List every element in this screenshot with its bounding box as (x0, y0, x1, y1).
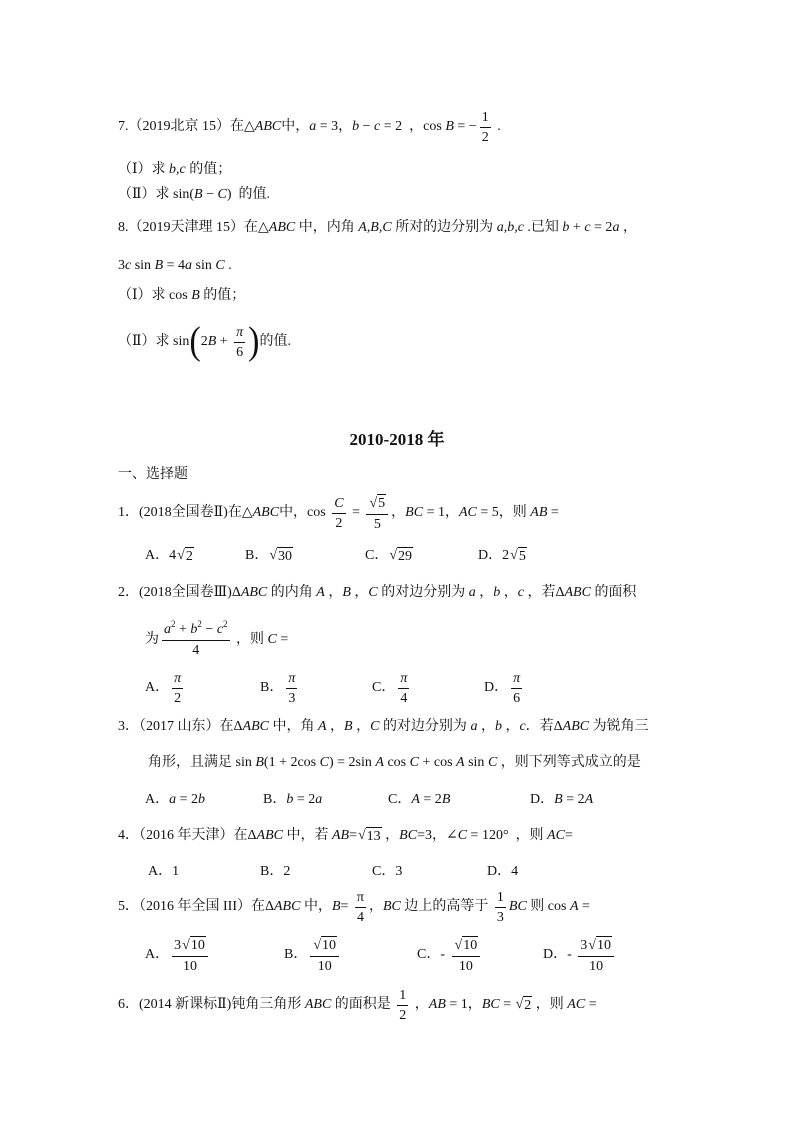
radicand: 29 (398, 548, 413, 564)
text-run: ，若Δ (523, 585, 565, 600)
option-label: C． (372, 680, 396, 695)
text-run: 3 (174, 937, 182, 953)
math-variable: b (494, 719, 502, 734)
text-run: = (340, 899, 352, 914)
math-variable: C (217, 187, 227, 202)
text-run: + cos (418, 755, 457, 770)
text-run: 边上的高等于 (400, 899, 492, 914)
text-run: 中， (300, 899, 332, 914)
text-run: ，则下列等式成立的是 (497, 755, 641, 770)
text-run: − (202, 187, 218, 202)
text-run: 为 (145, 632, 159, 647)
math-variable: a (470, 719, 478, 734)
math-variable: C (370, 719, 380, 734)
fraction (511, 670, 522, 707)
text-run: = 2 (293, 792, 316, 807)
option-value: 2 (283, 864, 291, 879)
fraction-denominator: 3 (288, 690, 296, 706)
math-variable: b (198, 792, 206, 807)
text-run: 所对的边分别为 (391, 220, 497, 235)
text-run: = 2 (419, 792, 442, 807)
fraction-numerator: π (511, 670, 522, 689)
fraction-denominator: 3 (496, 909, 504, 925)
text-run: 3 (118, 258, 125, 273)
option-value: 3 (395, 864, 403, 879)
option-label: B． (260, 864, 284, 879)
option-label: A． (145, 947, 170, 962)
text-run: ．若Δ (525, 719, 563, 734)
option-label: A． (145, 792, 170, 807)
text-run: = 120° ，则 (467, 828, 548, 843)
math-variable: A (569, 899, 579, 914)
text-run: ， (324, 585, 343, 600)
math-variable: AC (547, 828, 565, 843)
text-run: ， (475, 585, 494, 600)
math-variable: AC (567, 997, 586, 1012)
option-label: A． (148, 864, 173, 879)
math-variable: a,b,c (496, 220, 524, 235)
math-variable: B (342, 585, 351, 600)
text-run: = 2 (590, 220, 613, 235)
math-variable: A (316, 585, 325, 600)
fraction-numerator: 1 (397, 987, 408, 1006)
math-variable: A (411, 792, 420, 807)
radical-sign: √ (313, 937, 322, 953)
math-variable: b,c (169, 162, 186, 177)
math-variable: b (190, 622, 198, 637)
text-run: = 1， (423, 505, 459, 520)
text-run: （Ⅱ）求 sin (118, 334, 190, 349)
text-run: . (493, 119, 501, 134)
left-parenthesis: ( (189, 320, 201, 363)
text-run: ， (619, 220, 637, 235)
math-variable: A (375, 755, 384, 770)
fraction-denominator: 6 (513, 690, 521, 706)
text-run: ， (326, 719, 345, 734)
text-run: （Ⅰ）求 cos (118, 288, 192, 303)
text-run: 为锐角三 (589, 719, 649, 734)
radicand: 10 (322, 937, 337, 953)
math-variable: AB (331, 828, 350, 843)
fraction (286, 670, 297, 707)
text-run: − (201, 622, 217, 637)
text-run: ，则 (232, 632, 268, 647)
fraction-numerator: π (355, 889, 366, 908)
math-variable: AC (458, 505, 477, 520)
text-run: 3 (580, 937, 588, 953)
math-variable: b (562, 220, 570, 235)
fraction-denominator: 4 (400, 690, 408, 706)
fraction-denominator: 10 (589, 958, 604, 974)
text-run: = 4 (163, 258, 186, 273)
math-variable: C (319, 755, 329, 770)
triangle-name: ABC (242, 719, 269, 734)
text-run: − (359, 119, 375, 134)
math-variable: a (612, 220, 620, 235)
math-variable: a (169, 792, 177, 807)
math-variable: b (493, 585, 501, 600)
fraction (366, 494, 388, 533)
fraction-numerator: C (332, 495, 345, 514)
math-variable: a (309, 119, 317, 134)
text-run: 的对边分别为 (377, 585, 469, 600)
fraction-numerator (578, 936, 614, 957)
text-run: =3，∠ (417, 828, 458, 843)
text-run: 中，内角 (295, 220, 359, 235)
text-run: ， (352, 719, 371, 734)
math-variable: c (216, 622, 224, 637)
text-run: （Ⅱ）求 sin( (118, 187, 195, 202)
text-run: 的内角 (267, 585, 317, 600)
fraction (398, 670, 409, 707)
fraction-numerator: π (398, 670, 409, 689)
math-variable: c (125, 258, 132, 273)
radicand: 2 (185, 548, 193, 564)
math-variable: B (207, 334, 217, 349)
math-variable: C (368, 585, 378, 600)
triangle-name: ABC (564, 585, 591, 600)
math-variable: B (255, 755, 264, 770)
fraction-numerator (366, 494, 388, 515)
radicand: 30 (278, 548, 293, 564)
math-variable: c (374, 119, 381, 134)
text-run: ， (350, 585, 369, 600)
fraction-numerator: π (234, 324, 245, 343)
fraction-denominator: 6 (236, 344, 244, 360)
text-run: 的值； (199, 288, 246, 303)
option-value: 4 (511, 864, 519, 879)
text-run: 中，角 (268, 719, 318, 734)
fraction-numerator: 1 (495, 889, 506, 908)
text-run: = − (453, 119, 477, 134)
text-run: 的对边分别为 (379, 719, 471, 734)
text-run: sin (192, 258, 216, 273)
text-run: = 3， (316, 119, 353, 134)
fraction (480, 109, 491, 146)
triangle-name: ABC (274, 899, 301, 914)
math-variable: BC (383, 899, 401, 914)
text-run: 的值； (185, 162, 232, 177)
fraction-numerator (310, 936, 339, 957)
question-number: 2．(2018全国卷Ⅲ)Δ (118, 585, 241, 600)
option-label: D． (484, 680, 509, 695)
fraction-denominator: 4 (192, 643, 200, 658)
radicand: 5 (378, 495, 386, 511)
fraction-numerator: 1 (480, 109, 491, 128)
fraction (234, 324, 245, 361)
fraction-denominator: 4 (356, 909, 364, 925)
math-variable: B (445, 119, 454, 134)
math-variable: B (344, 719, 353, 734)
text-run: sin (464, 755, 488, 770)
option-label: C． (388, 792, 412, 807)
radical-sign: √ (454, 937, 463, 953)
math-variable: a (468, 585, 476, 600)
fraction (162, 621, 230, 659)
math-variable: C (215, 258, 225, 273)
math-variable: BC (399, 828, 418, 843)
fraction-denominator: 5 (373, 516, 381, 532)
text-run: ， (477, 719, 495, 734)
text-run: ，则 (532, 997, 568, 1012)
text-run: sin (131, 258, 155, 273)
fraction (452, 936, 481, 975)
radicand: 13 (366, 828, 381, 844)
question-number: 8.（2019天津理 15）在△ (118, 220, 269, 235)
text-run: （Ⅰ）求 (118, 162, 170, 177)
radical-sign: √ (369, 495, 378, 511)
text-run: = 2 (176, 792, 199, 807)
text-run: = (276, 632, 289, 647)
text-run: (1 + 2cos (263, 755, 320, 770)
math-variable: BC (508, 899, 527, 914)
text-run: ， (391, 505, 406, 520)
math-variable: B (554, 792, 563, 807)
question-number: 4．（2016 年天津）在Δ (118, 828, 257, 843)
option-label: B． (245, 548, 269, 563)
fraction (310, 936, 339, 975)
radicand: 5 (518, 548, 526, 564)
math-variable: B (331, 899, 341, 914)
text-run: = (564, 828, 573, 843)
question-number: 6．(2014 新课标Ⅱ)钝角三角形 (118, 997, 305, 1012)
option-value: 4 (169, 548, 177, 563)
text-run: . (224, 258, 232, 273)
text-run: 则 cos (526, 899, 570, 914)
question-number: 7.（2019北京 15）在△ (118, 119, 255, 134)
superscript-exponent: 2 (171, 619, 176, 629)
option-label: B． (260, 680, 284, 695)
math-variable: b (286, 792, 294, 807)
math-variable: A (317, 719, 327, 734)
fraction-numerator: π (286, 670, 297, 689)
fraction (397, 987, 408, 1024)
text-run: .已知 (523, 220, 563, 235)
math-variable: BC (405, 505, 424, 520)
section-subtitle-text: 一、选择题 (118, 467, 188, 482)
radical-sign: √ (269, 548, 278, 563)
fraction (172, 670, 183, 707)
math-variable: a (315, 792, 323, 807)
triangle-name: ABC (256, 828, 283, 843)
radical-sign: √ (510, 548, 518, 563)
text-run: cos (383, 755, 410, 770)
radical-sign: √ (588, 937, 596, 953)
superscript-exponent: 2 (197, 619, 202, 629)
option-label: B． (284, 947, 308, 962)
fraction-denominator: 10 (317, 958, 332, 974)
text-run: ， (501, 719, 520, 734)
option-value: 2 (502, 548, 510, 563)
text-run: 角形，且满足 sin (148, 755, 256, 770)
math-variable: a (185, 258, 193, 273)
text-run: ， (381, 828, 400, 843)
fraction (355, 889, 366, 926)
option-value: 1 (172, 864, 180, 879)
section-title-text: 2010-2018 年 (349, 429, 445, 449)
radicand: 10 (596, 937, 611, 953)
triangle-name: ABC (562, 719, 590, 734)
text-run: = (499, 997, 515, 1012)
radical-sign: √ (389, 548, 398, 563)
math-variable: C (409, 755, 419, 770)
option-label: D． (478, 548, 503, 563)
math-variable: A,B,C (358, 220, 392, 235)
triangle-name: ABC (268, 220, 296, 235)
text-run: ， (369, 899, 383, 914)
fraction-numerator (172, 936, 208, 957)
question-number: 5．（2016 年全国 III）在Δ (118, 899, 274, 914)
text-run: 2 (200, 334, 208, 349)
question-number: 3．（2017 山东）在Δ (118, 719, 243, 734)
triangle-name: ABC (254, 119, 282, 134)
fraction-numerator (452, 936, 481, 957)
math-variable: B (191, 288, 200, 303)
fraction (495, 889, 506, 926)
text-run: + (216, 334, 232, 349)
radicand: 10 (190, 937, 205, 953)
fraction (332, 495, 345, 532)
text-run: 的面积是 (331, 997, 395, 1012)
text-run: 中，cos (279, 505, 330, 520)
math-variable: A (584, 792, 594, 807)
triangle-name: ABC (240, 585, 268, 600)
text-run: = (348, 505, 364, 520)
radicand: 2 (524, 997, 532, 1013)
text-run: ) = 2sin (328, 755, 376, 770)
text-run: = 2 ，cos (380, 119, 446, 134)
math-variable: C (267, 632, 277, 647)
option-label: D． (530, 792, 555, 807)
fraction (578, 936, 614, 975)
math-variable: B (441, 792, 451, 807)
math-variable: A (456, 755, 465, 770)
text-run: 的值. (259, 334, 291, 349)
option-label: D． (487, 864, 512, 879)
text-run: = (585, 997, 597, 1012)
question-number: 1．(2018全国卷Ⅱ)在△ (118, 505, 253, 520)
right-parenthesis: ) (248, 320, 260, 363)
text-run: = (578, 899, 590, 914)
text-run: ， (500, 585, 518, 600)
fraction-denominator: 2 (481, 129, 489, 145)
text-run: = 5，则 (476, 505, 531, 520)
fraction-numerator (162, 621, 230, 641)
math-variable: BC (481, 997, 500, 1012)
text-run: = (547, 505, 559, 520)
text-run: + (569, 220, 585, 235)
text-run: 中， (281, 119, 310, 134)
math-variable: a (164, 622, 171, 637)
math-variable: B (194, 187, 203, 202)
radical-sign: √ (515, 997, 524, 1012)
text-run: = 2 (562, 792, 585, 807)
radicand: 10 (463, 937, 478, 953)
math-variable: C (457, 828, 468, 843)
superscript-exponent: 2 (223, 619, 228, 629)
math-variable: c (519, 719, 526, 734)
math-variable: c (517, 585, 524, 600)
math-variable: b (352, 119, 360, 134)
math-variable: AB (530, 505, 548, 520)
fraction-denominator: 10 (458, 958, 473, 974)
option-label: A． (145, 548, 170, 563)
triangle-name: ABC (252, 505, 280, 520)
option-label: C． (365, 548, 389, 563)
text-run: = (349, 828, 357, 843)
option-label: B． (263, 792, 287, 807)
text-run: ) 的值. (226, 187, 270, 202)
math-variable: c (584, 220, 591, 235)
option-label: D．- (543, 947, 576, 962)
fraction (172, 936, 208, 975)
radical-sign: √ (177, 548, 185, 563)
text-run: 的面积 (590, 585, 637, 600)
option-label: A． (145, 680, 170, 695)
radical-sign: √ (357, 828, 366, 843)
math-variable: B (154, 258, 164, 273)
fraction-denominator: 10 (182, 958, 197, 974)
option-label: C．- (417, 947, 449, 962)
text-run: = 1， (445, 997, 482, 1012)
text-run: 中，若 (282, 828, 332, 843)
fraction-numerator: π (172, 670, 183, 689)
text-run: + (175, 622, 191, 637)
text-run: ， (411, 997, 429, 1012)
math-variable: C (487, 755, 498, 770)
math-variable: AB (428, 997, 446, 1012)
triangle-name: ABC (304, 997, 332, 1012)
radical-sign: √ (182, 937, 190, 953)
fraction-denominator: 2 (399, 1007, 407, 1023)
option-label: C． (372, 864, 396, 879)
fraction-denominator: 2 (335, 515, 343, 531)
fraction-denominator: 2 (174, 690, 182, 706)
